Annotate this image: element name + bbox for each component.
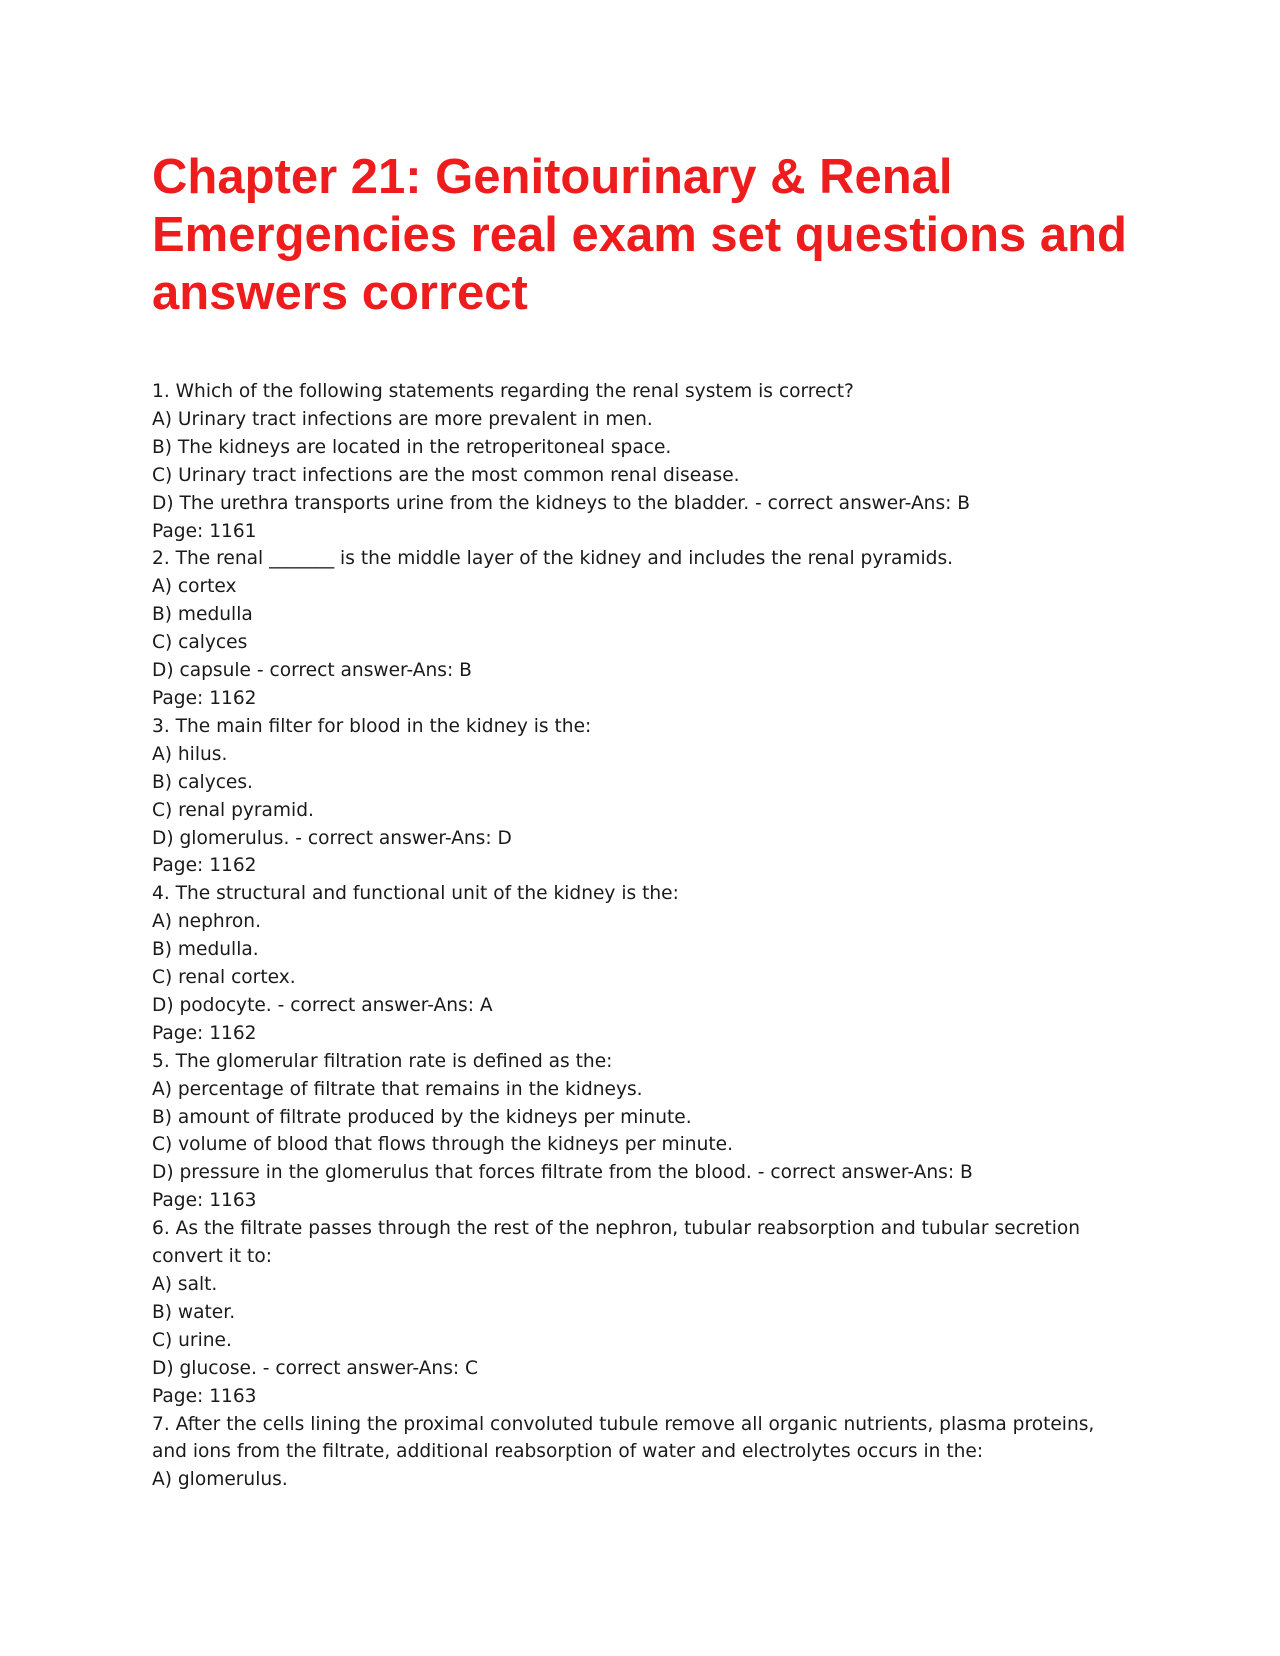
question-6-text: 6. As the filtrate passes through the rest of the nephron, tubular reabsorption and tubular secretion xyxy=(152,1218,1081,1240)
question-5-option-a: A) percentage of filtrate that remains in the kidneys. xyxy=(152,1078,643,1100)
question-2-option-d-answer: D) capsule - correct answer-Ans: B xyxy=(152,660,472,682)
question-5-option-c: C) volume of blood that flows through the kidneys per minute. xyxy=(152,1134,734,1156)
question-2-option-b: B) medulla xyxy=(152,604,253,626)
question-7-text: 7. After the cells lining the proximal convoluted tubule remove all organic nutrients, plasma proteins, xyxy=(152,1413,1095,1435)
question-4-option-b: B) medulla. xyxy=(152,939,259,961)
question-5-text: 5. The glomerular filtration rate is defined as the: xyxy=(152,1050,613,1072)
question-2-page-ref: Page: 1162 xyxy=(152,687,257,709)
question-2-option-a: A) cortex xyxy=(152,576,237,598)
question-5-option-b: B) amount of filtrate produced by the kidneys per minute. xyxy=(152,1106,692,1128)
question-1-page-ref: Page: 1161 xyxy=(152,520,257,542)
question-2-text: 2. The renal _______ is the middle layer of the kidney and includes the renal pyramids. xyxy=(152,548,954,570)
question-1-option-d-answer: D) The urethra transports urine from the kidneys to the bladder. - correct answer-Ans: B xyxy=(152,492,971,514)
question-4-option-d-answer: D) podocyte. - correct answer-Ans: A xyxy=(152,994,493,1016)
question-3-text: 3. The main filter for blood in the kidney is the: xyxy=(152,715,592,737)
question-3-page-ref: Page: 1162 xyxy=(152,855,257,877)
question-3-option-c: C) renal pyramid. xyxy=(152,799,314,821)
question-1-option-c: C) Urinary tract infections are the most common renal disease. xyxy=(152,464,740,486)
question-2-option-c: C) calyces xyxy=(152,632,248,654)
question-1-option-a: A) Urinary tract infections are more prevalent in men. xyxy=(152,408,653,430)
question-6-text-continued: convert it to: xyxy=(152,1246,272,1268)
document-body xyxy=(152,378,1112,1494)
question-6-option-d-answer: D) glucose. - correct answer-Ans: C xyxy=(152,1357,479,1379)
question-4-option-c: C) renal cortex. xyxy=(152,967,296,989)
question-1-text: 1. Which of the following statements regarding the renal system is correct? xyxy=(152,381,854,402)
question-4-option-a: A) nephron. xyxy=(152,911,262,933)
question-3-option-b: B) calyces. xyxy=(152,771,253,793)
question-1-option-b: B) The kidneys are located in the retroperitoneal space. xyxy=(152,436,672,458)
document-title: Chapter 21: Genitourinary & Renal Emergencies real exam set questions and answers correct xyxy=(152,150,1127,320)
question-3-option-a: A) hilus. xyxy=(152,743,228,765)
question-7-text-continued: and ions from the filtrate, additional reabsorption of water and electrolytes occurs in the: xyxy=(152,1441,984,1463)
question-7-option-a: A) glomerulus. xyxy=(152,1469,288,1491)
question-6-page-ref: Page: 1163 xyxy=(152,1385,257,1407)
question-6-option-a: A) salt. xyxy=(152,1274,218,1295)
question-4-text: 4. The structural and functional unit of the kidney is the: xyxy=(152,883,679,905)
question-5-option-d-answer: D) pressure in the glomerulus that forces filtrate from the blood. - correct answer-Ans: B xyxy=(152,1162,973,1184)
question-6-option-c: C) urine. xyxy=(152,1329,232,1351)
question-5-page-ref: Page: 1163 xyxy=(152,1190,257,1212)
question-4-page-ref: Page: 1162 xyxy=(152,1022,257,1044)
question-3-option-d-answer: D) glomerulus. - correct answer-Ans: D xyxy=(152,827,512,849)
question-6-option-b: B) water. xyxy=(152,1301,236,1323)
